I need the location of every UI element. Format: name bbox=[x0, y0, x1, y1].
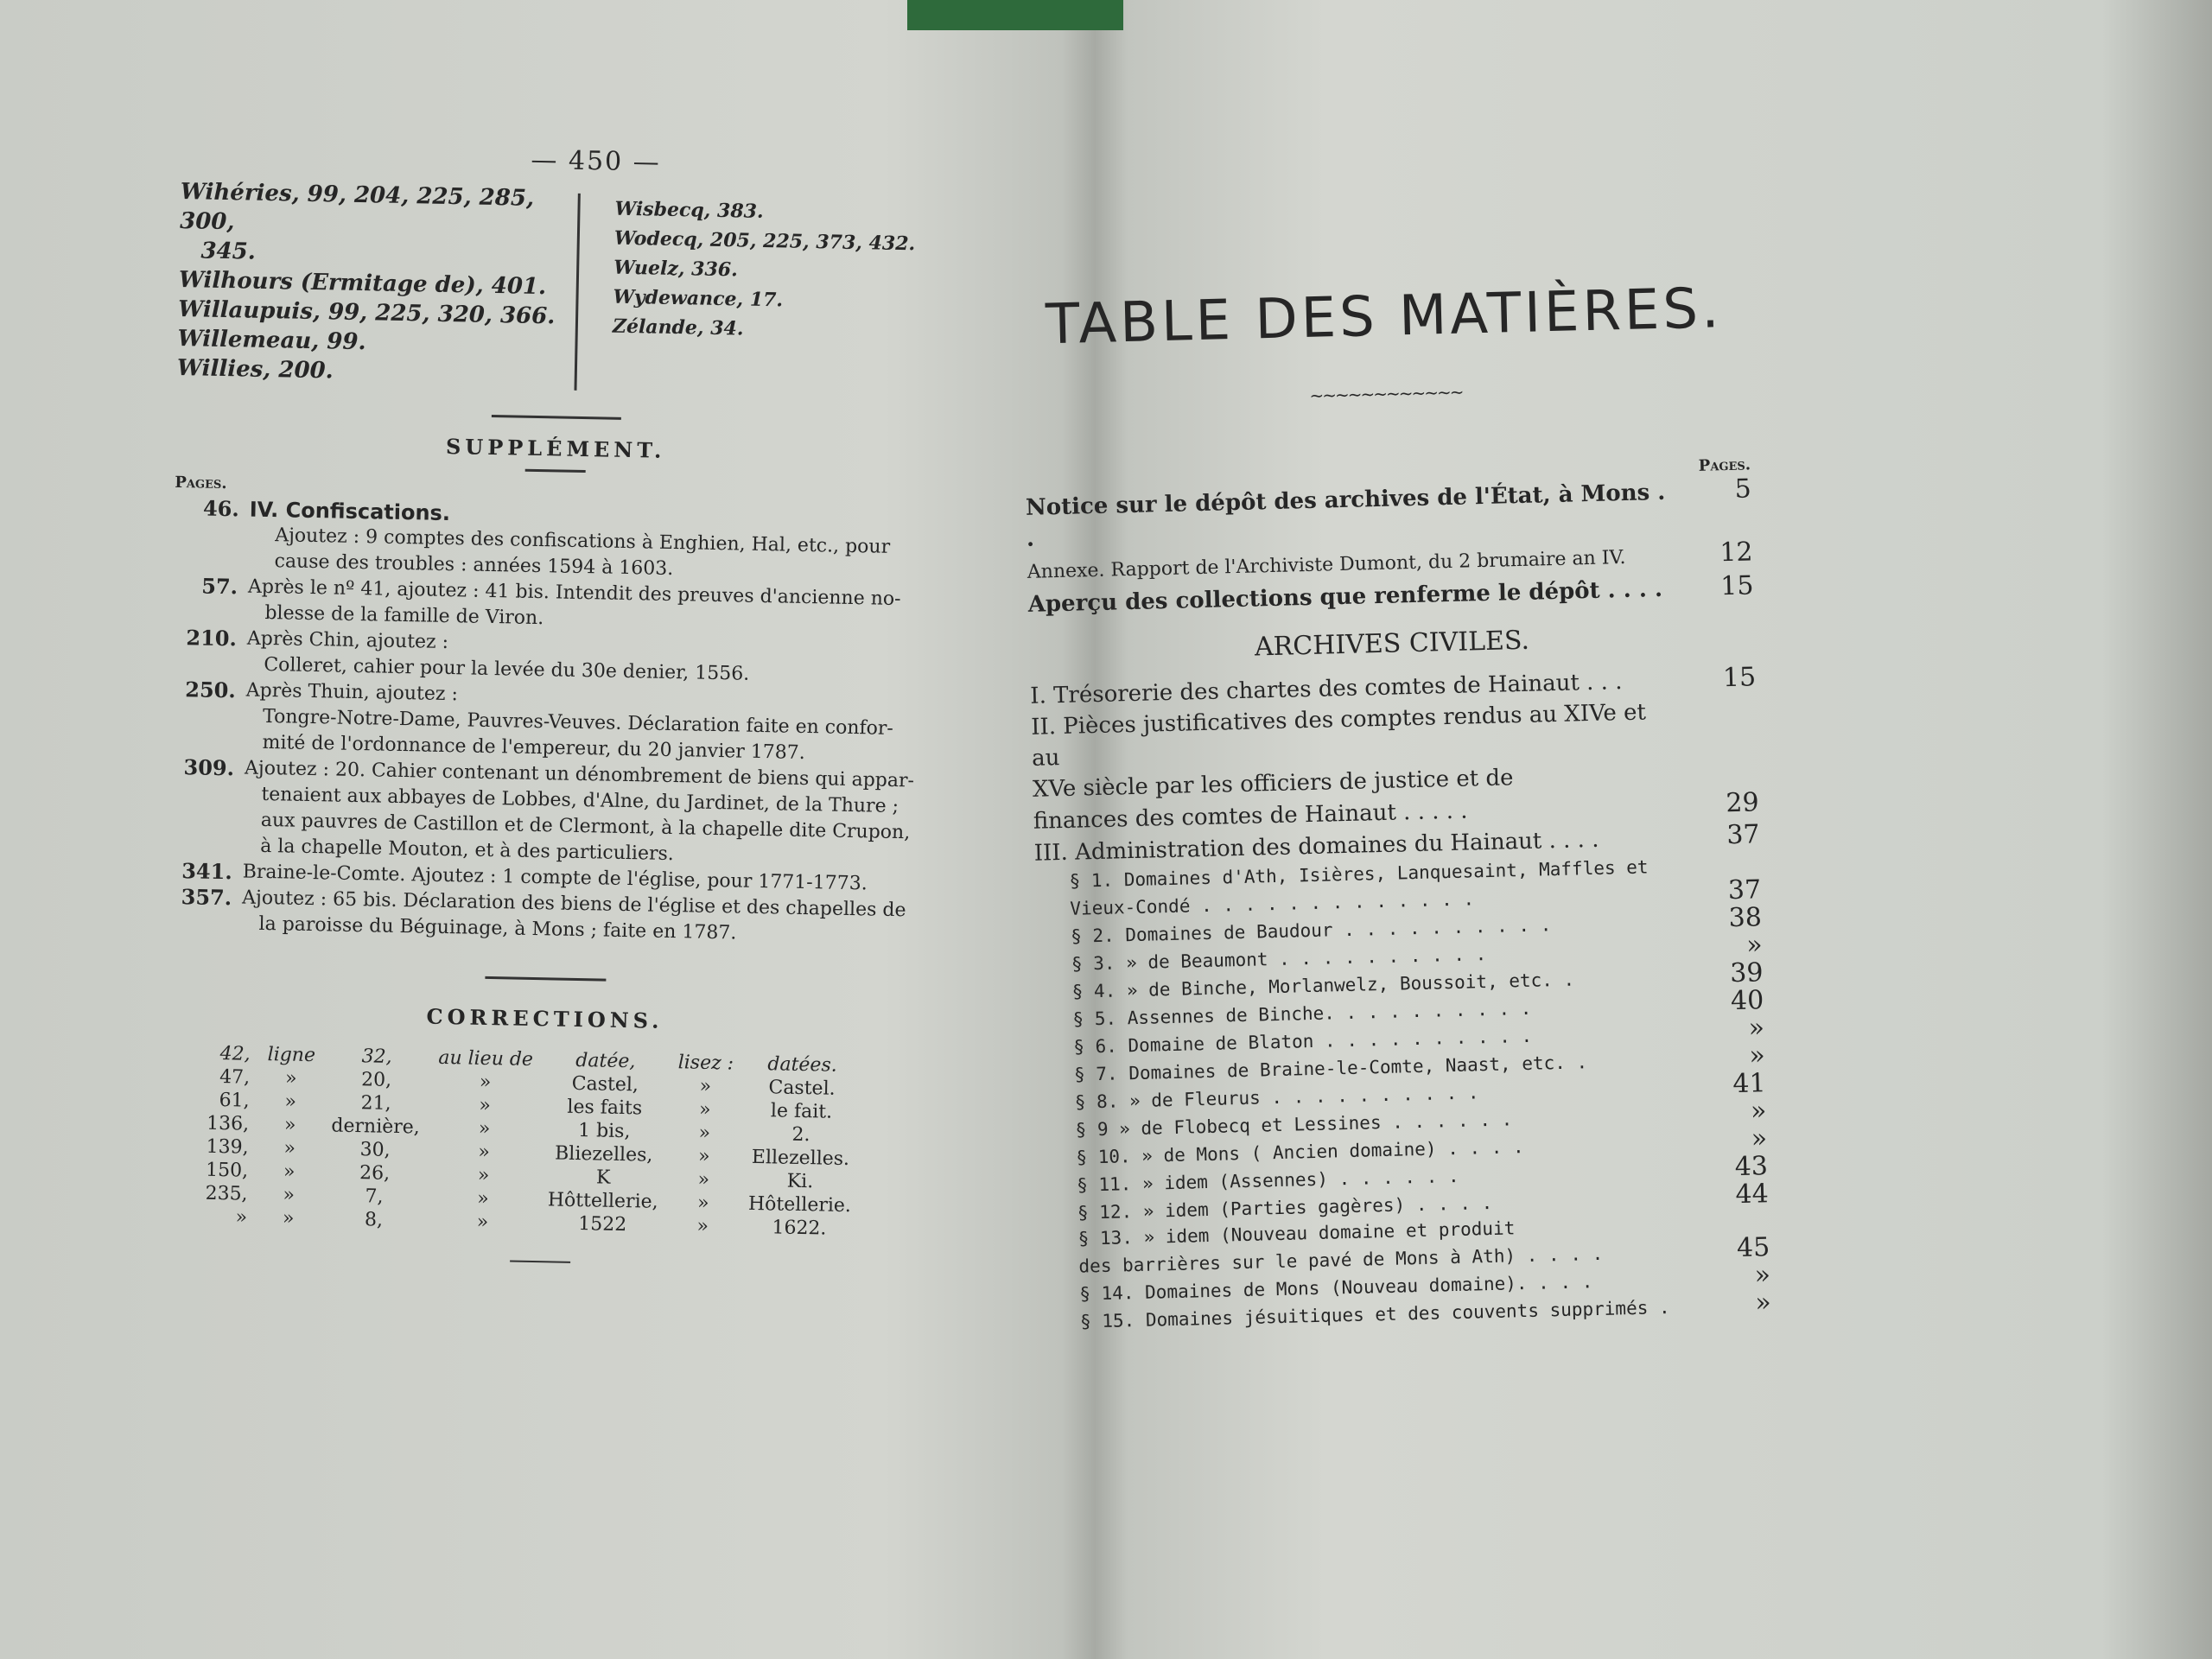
corrections-cell: Bliezelles, bbox=[554, 1142, 653, 1166]
toc-entry-label: § 9 » de Flobecq et Lessines . . . . . . bbox=[1075, 1109, 1513, 1141]
index-entry-line: Willies, 200. bbox=[176, 354, 334, 385]
corrections-cell: datées. bbox=[767, 1053, 837, 1077]
corrections-cell: » bbox=[282, 1207, 295, 1230]
toc-intro bbox=[1026, 474, 1754, 620]
supplement-line: Après Thuin, ajoutez : bbox=[245, 679, 459, 706]
divider bbox=[525, 469, 586, 473]
corrections-cell: 1522 bbox=[577, 1213, 627, 1236]
corrections-cell: ligne bbox=[267, 1044, 316, 1067]
toc-entry-label: § 2. Domaines de Baudour . . . . . . . . . . bbox=[1070, 914, 1552, 947]
corrections-cell: 20, bbox=[360, 1069, 392, 1091]
corrections-cell: dernière, bbox=[331, 1115, 421, 1139]
supplement-line: Après Chin, ajoutez : bbox=[246, 627, 449, 654]
corrections-cell: 30, bbox=[359, 1139, 391, 1161]
supplement-line: Colleret, cahier pour la levée du 30e denier, 1556. bbox=[264, 653, 750, 685]
supplement-list bbox=[166, 495, 935, 950]
toc-page-number: 12 bbox=[1719, 537, 1753, 569]
supplement-line: tenaient aux abbayes de Lobbes, d'Alne, du Jardinet, de la Thure ; bbox=[261, 783, 899, 818]
supplement-title: IV. Confiscations. bbox=[249, 497, 451, 526]
corrections-cell: » bbox=[696, 1192, 709, 1214]
corrections-cell: 32, bbox=[361, 1046, 392, 1068]
toc-page-number: 38 bbox=[1728, 902, 1763, 934]
pages-label: Pages. bbox=[175, 473, 227, 493]
corrections-cell: » bbox=[479, 1094, 492, 1117]
corrections-cell: 7, bbox=[365, 1185, 384, 1208]
corrections-cell: » bbox=[698, 1122, 711, 1144]
corrections-cell: » bbox=[696, 1215, 709, 1237]
toc-page-number: 39 bbox=[1729, 957, 1764, 989]
corrections-cell: 136, bbox=[206, 1112, 250, 1135]
supplement-entry bbox=[173, 495, 935, 588]
toc-page-number bbox=[1683, 870, 1761, 872]
toc-main bbox=[1030, 662, 1760, 868]
toc-entry-label: Notice sur le dépôt des archives de l'État, à Mons . . bbox=[1025, 479, 1666, 552]
corrections-cell: le fait. bbox=[770, 1100, 833, 1123]
toc-entry-label: § 15. Domaines jésuitiques et des couvents supprimés . bbox=[1079, 1296, 1670, 1332]
supplement-line: Ajoutez : 65 bis. Déclaration des biens de l'église et des chapelles de bbox=[241, 887, 906, 922]
corrections-cell: » bbox=[283, 1184, 296, 1206]
toc-page-number: 41 bbox=[1732, 1068, 1766, 1100]
corrections-cell: 139, bbox=[206, 1135, 249, 1159]
toc-page-number: 45 bbox=[1736, 1232, 1770, 1264]
index-entry: Zélande, 34. bbox=[612, 315, 744, 340]
toc-page-number: » bbox=[1748, 1013, 1765, 1044]
toc-page-number: » bbox=[1748, 1040, 1766, 1071]
corrections-cell: Castel. bbox=[768, 1077, 836, 1100]
supplement-line: à la chapelle Mouton, et à des particuliers. bbox=[260, 835, 675, 866]
page-ref: 357. bbox=[181, 884, 232, 911]
index-continuation bbox=[177, 177, 941, 397]
corrections-cell: Ellezelles. bbox=[751, 1146, 850, 1171]
corrections-cell: » bbox=[283, 1114, 296, 1136]
corrections-cell: » bbox=[478, 1141, 491, 1164]
divider bbox=[485, 976, 606, 982]
background-cloth bbox=[907, 0, 1123, 30]
divider bbox=[510, 1261, 570, 1263]
toc-page-number: » bbox=[1750, 1096, 1767, 1127]
corrections-cell: » bbox=[284, 1090, 297, 1113]
corrections-cell: » bbox=[476, 1211, 489, 1234]
toc-page-number: » bbox=[1751, 1123, 1768, 1154]
toc-page-number bbox=[1692, 1228, 1770, 1230]
corrections-cell: au lieu de bbox=[438, 1046, 534, 1071]
supplement-line: la paroisse du Béguinage, à Mons ; faite en 1787. bbox=[258, 912, 737, 944]
toc-entry-label: II. Pièces justificatives des comptes rendus au XIVe et au bbox=[1030, 699, 1647, 772]
toc-page-number bbox=[1681, 779, 1758, 780]
supplement-entry bbox=[168, 754, 930, 873]
corrections-cell: Hôtellerie. bbox=[747, 1192, 852, 1217]
supplement-text bbox=[243, 756, 930, 873]
supplement-line: Après le nº 41, ajoutez : 41 bis. Intendit des preuves d'ancienne no- bbox=[247, 575, 901, 611]
toc-entry-label: § 14. Domaines de Mons (Nouveau domaine). . . . bbox=[1078, 1271, 1593, 1305]
toc-sub bbox=[1034, 851, 1771, 1335]
supplement-entry bbox=[169, 677, 931, 769]
toc-entry-label: § 3. » de Beaumont . . . . . . . . . . bbox=[1071, 944, 1487, 975]
toc-entry-label: III. Administration des domaines du Hainaut . . . . bbox=[1033, 826, 1599, 867]
corrections-cell: » bbox=[477, 1164, 490, 1187]
supplement-line: mité de l'ordonnance de l'empereur, du 20 janvier 1787. bbox=[262, 731, 805, 764]
corrections-cell: 21, bbox=[360, 1092, 391, 1115]
toc-entry-label: § 8. » de Fleurus . . . . . . . . . . bbox=[1074, 1082, 1479, 1113]
left-page bbox=[160, 138, 942, 1270]
toc-page-number: 43 bbox=[1734, 1151, 1769, 1183]
corrections-cell: » bbox=[478, 1117, 491, 1141]
toc-page-number: 37 bbox=[1726, 819, 1760, 851]
pages-label: Pages. bbox=[1698, 455, 1751, 475]
index-column-left bbox=[177, 177, 578, 391]
supplement-line: cause des troubles : années 1594 à 1603. bbox=[274, 550, 674, 581]
ornament: ~~~~~~~~~~~~ bbox=[1309, 381, 1463, 406]
corrections-cell: Ki. bbox=[786, 1170, 814, 1193]
corrections-cell: » bbox=[283, 1160, 296, 1183]
supplement-line: Ajoutez : 9 comptes des confiscations à Enghien, Hal, etc., pour bbox=[274, 524, 891, 558]
supplement-line: Braine-le-Comte. Ajoutez : 1 compte de l'église, pour 1771-1773. bbox=[242, 861, 868, 895]
supplement-line: Tongre-Notre-Dame, Pauvres-Veuves. Déclaration faite en confor- bbox=[262, 705, 894, 740]
corrections-cell: » bbox=[284, 1067, 297, 1090]
index-entry-line: Willaupuis, 99, 225, 320, 366. bbox=[177, 296, 556, 330]
corrections-cell: 1622. bbox=[772, 1217, 827, 1240]
corrections-cell: » bbox=[477, 1187, 490, 1211]
toc-page-number: 29 bbox=[1726, 787, 1760, 819]
corrections-cell: lisez : bbox=[677, 1052, 734, 1075]
corrections-cell: » bbox=[283, 1137, 296, 1160]
corrections-cell: » bbox=[698, 1098, 711, 1121]
toc-entry-label: § 6. Domaine de Blaton . . . . . . . . . . bbox=[1073, 1025, 1533, 1058]
corrections-cell: 235, bbox=[205, 1182, 248, 1205]
index-entry-line: Wihéries, 99, 204, 225, 285, 300, bbox=[179, 178, 535, 236]
toc-entry-label: § 11. » idem (Assennes) . . . . . . bbox=[1076, 1165, 1459, 1196]
page-number: — 450 — bbox=[531, 144, 662, 178]
toc-page-number: 15 bbox=[1722, 662, 1757, 694]
corrections-cell: » bbox=[235, 1206, 248, 1229]
right-page bbox=[1020, 241, 1771, 1335]
page-ref: 341. bbox=[181, 858, 232, 885]
divider bbox=[492, 415, 621, 420]
corrections-cell: » bbox=[479, 1071, 492, 1094]
index-entry: Wisbecq, 383. bbox=[614, 197, 764, 223]
toc-page-number: 5 bbox=[1734, 474, 1752, 505]
index-entry-line: 345. bbox=[200, 238, 257, 265]
index-entry: Wuelz, 336. bbox=[613, 256, 739, 282]
supplement-text bbox=[245, 678, 931, 769]
toc-page-number: » bbox=[1754, 1287, 1772, 1319]
toc-entry-label: Aperçu des collections que renferme le dépôt . . . . bbox=[1027, 575, 1663, 618]
corrections-cell: » bbox=[699, 1075, 712, 1097]
toc-entry-label: § 5. Assennes de Binche. . . . . . . . . . bbox=[1072, 997, 1532, 1030]
toc-page-number bbox=[1679, 716, 1757, 718]
supplement-text bbox=[248, 497, 935, 588]
corrections-cell: » bbox=[697, 1145, 710, 1167]
toc-entry-label: finances des comtes de Hainaut . . . . . bbox=[1033, 798, 1468, 835]
page-ref: 309. bbox=[183, 754, 235, 781]
corrections-cell: Castel, bbox=[571, 1072, 639, 1096]
corrections-cell: K bbox=[595, 1166, 611, 1189]
toc-page-number: 37 bbox=[1727, 874, 1762, 906]
toc-entry-label: § 10. » de Mons ( Ancien domaine) . . . . bbox=[1076, 1136, 1524, 1168]
corrections-cell: 47, bbox=[219, 1066, 251, 1089]
supplement-line: Ajoutez : 20. Cahier contenant un dénombrement de biens qui appar- bbox=[244, 757, 915, 792]
corrections-cell: 2. bbox=[791, 1123, 810, 1147]
index-entry bbox=[179, 177, 578, 273]
corrections-cell: 42, bbox=[219, 1043, 251, 1065]
corrections-cell: » bbox=[697, 1168, 710, 1191]
toc-entry-label: § 1. Domaines d'Ath, Isières, Lanquesaint, Maffles et bbox=[1069, 856, 1649, 892]
index-entry-line: Wilhours (Ermitage de), 401. bbox=[178, 266, 547, 301]
page-ref: 46. bbox=[202, 495, 240, 522]
toc-title: TABLE DES MATIÈRES. bbox=[1045, 276, 1724, 358]
supplement-line: blesse de la famille de Viron. bbox=[264, 601, 544, 630]
corrections-cell: 26, bbox=[359, 1162, 391, 1185]
toc-entry-label: XVe siècle par les officiers de justice et de bbox=[1032, 765, 1514, 803]
corrections-heading: CORRECTIONS. bbox=[426, 1003, 664, 1033]
page-ref: 57. bbox=[201, 573, 238, 600]
index-column-right bbox=[574, 194, 916, 397]
page-ref: 210. bbox=[186, 625, 238, 652]
supplement-heading: SUPPLÉMENT. bbox=[445, 433, 666, 463]
corrections-cell: 61, bbox=[219, 1090, 250, 1112]
toc-entry-label: I. Trésorerie des chartes des comtes de Hainaut . . . bbox=[1029, 669, 1623, 709]
index-entry: Wodecq, 205, 225, 373, 432. bbox=[613, 226, 916, 256]
toc-page-number: » bbox=[1754, 1260, 1771, 1291]
toc-entry-label: des barrières sur le pavé de Mons à Ath) . . . . bbox=[1078, 1243, 1604, 1277]
toc-entry-label: § 7. Domaines de Braine-le-Comte, Naast, etc. . bbox=[1073, 1052, 1588, 1085]
index-entry-line: Willemeau, 99. bbox=[177, 325, 366, 356]
supplement-line: aux pauvres de Castillon et de Clermont, à la chapelle dite Crupon, bbox=[260, 809, 911, 844]
corrections-table bbox=[161, 1041, 862, 1241]
corrections-cell: datée, bbox=[575, 1049, 636, 1073]
toc-entry-label: § 4. » de Binche, Morlanwelz, Boussoit, etc. . bbox=[1071, 969, 1575, 1002]
corrections-cell: 8, bbox=[364, 1209, 384, 1231]
section-title: ARCHIVES CIVILES. bbox=[1254, 625, 1530, 663]
toc-page-number: 15 bbox=[1719, 570, 1754, 602]
toc-page-number: 44 bbox=[1735, 1179, 1770, 1211]
toc-entry-label: § 12. » idem (Parties gagères) . . . . bbox=[1077, 1192, 1493, 1224]
corrections-cell: 1 bis, bbox=[577, 1120, 631, 1143]
corrections-cell: Hôttellerie, bbox=[547, 1189, 658, 1213]
toc-page-number: 40 bbox=[1730, 985, 1764, 1017]
toc-entry-label: § 13. » idem (Nouveau domaine et produit bbox=[1077, 1217, 1516, 1249]
page-ref: 250. bbox=[185, 677, 237, 703]
toc-page-number: » bbox=[1745, 930, 1764, 961]
corrections-cell: les faits bbox=[567, 1096, 643, 1120]
corrections-cell: 150, bbox=[205, 1159, 249, 1182]
toc-entry-label: Vieux-Condé . . . . . . . . . . . . . bbox=[1070, 888, 1475, 919]
index-entry: Wydewance, 17. bbox=[613, 285, 784, 312]
toc-entry-label: Annexe. Rapport de l'Archiviste Dumont, du 2 brumaire an IV. bbox=[1027, 546, 1626, 583]
